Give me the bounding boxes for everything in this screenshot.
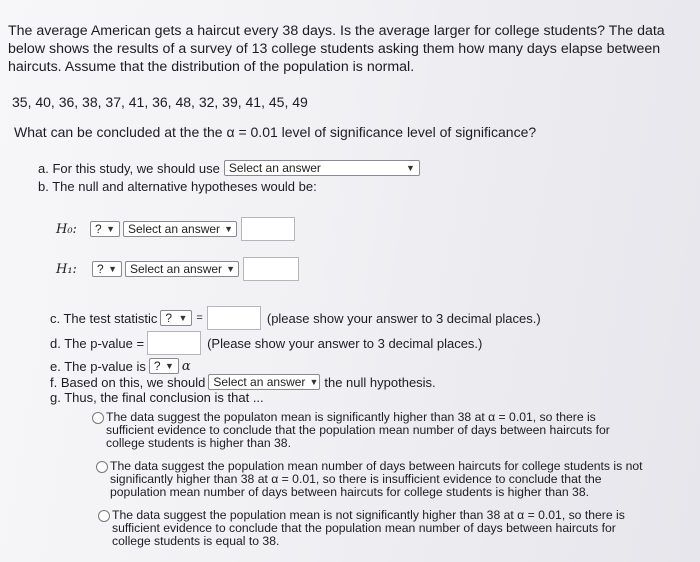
h1-operator-select[interactable]	[92, 261, 122, 277]
h0-operator-select[interactable]	[90, 221, 120, 237]
part-b	[38, 179, 317, 194]
h0-row	[56, 217, 295, 241]
decision-select-value: Select an answer	[213, 375, 306, 389]
part-b-label: b. The null and alternative hypotheses would be:	[38, 179, 317, 194]
part-c-note: (please show your answer to 3 decimal places.)	[266, 310, 541, 326]
p-value-input[interactable]	[147, 331, 201, 355]
h0-symbol: H₀:	[56, 221, 77, 237]
p-value-comparison-value: ?	[153, 359, 161, 373]
h1-parameter-value: Select an answer	[130, 262, 223, 276]
conclusion-option-3-text: The data suggest the population mean is not significantly higher than 38 at α = 0.01, so there is sufficient evidence to conclude that the population mean number of days between haircuts for college students is equal to 38.	[112, 508, 625, 548]
part-c-label: c. The test statistic	[50, 310, 158, 326]
data-values: 35, 40, 36, 38, 37, 41, 36, 48, 32, 39, 41, 45, 49	[12, 94, 308, 110]
question-text: What can be concluded at the the α = 0.01 level of significance level of significance?	[14, 124, 537, 140]
part-a	[38, 160, 420, 176]
chevron-down-icon: ▼	[224, 224, 233, 234]
problem-statement: The average American gets a haircut every 38 days. Is the average larger for college students? The data below shows the results of a survey of 13 college students asking them how many days elapse between haircuts. Assume that the distribution of the population is normal.	[8, 23, 665, 75]
h1-row	[56, 257, 299, 281]
equals-sign: =	[196, 312, 203, 324]
h1-value-input[interactable]	[243, 257, 299, 281]
test-type-select-value: Select an answer	[228, 161, 321, 175]
h1-operator-value: ?	[97, 262, 104, 276]
part-c	[50, 306, 541, 330]
part-d-label: d. The p-value =	[50, 335, 145, 351]
radio-button[interactable]	[96, 461, 108, 473]
test-statistic-input[interactable]	[207, 306, 261, 330]
test-type-select[interactable]	[224, 160, 420, 176]
decision-select[interactable]	[208, 374, 320, 390]
chevron-down-icon: ▼	[309, 377, 319, 387]
h0-operator-value: ?	[95, 222, 102, 236]
h0-parameter-select[interactable]	[123, 221, 237, 237]
chevron-down-icon: ▼	[226, 264, 235, 274]
chevron-down-icon: ▼	[178, 313, 188, 323]
part-e-label: e. The p-value is	[50, 358, 146, 374]
part-d-note: (Please show your answer to 3 decimal places.)	[207, 335, 483, 351]
part-g	[50, 390, 264, 405]
conclusion-option-2-text: The data suggest the population mean number of days between haircuts for college students is not significantly higher than 38 at α = 0.01, so there is insufficient evidence to conclude that the population mean number of days between haircuts for college students is higher than 38.	[110, 459, 643, 499]
h0-value-input[interactable]	[241, 217, 295, 241]
chevron-down-icon: ▼	[405, 163, 415, 173]
alpha-symbol: α	[181, 358, 191, 374]
p-value-comparison-select[interactable]	[149, 358, 179, 374]
part-f-label: f. Based on this, we should	[50, 374, 206, 390]
chevron-down-icon: ▼	[106, 224, 115, 234]
h0-parameter-value: Select an answer	[128, 222, 221, 236]
radio-button[interactable]	[92, 412, 104, 424]
radio-button[interactable]	[98, 510, 110, 522]
part-e	[50, 358, 191, 374]
test-statistic-select-value: ?	[165, 311, 173, 325]
h1-symbol: H₁:	[56, 261, 77, 277]
h1-parameter-select[interactable]	[125, 261, 239, 277]
part-a-label: a. For this study, we should use	[38, 160, 220, 176]
test-statistic-select[interactable]	[160, 310, 192, 326]
part-d	[50, 331, 482, 355]
chevron-down-icon: ▼	[108, 264, 117, 274]
part-g-label: g. Thus, the final conclusion is that ...	[50, 390, 264, 405]
chevron-down-icon: ▼	[164, 361, 174, 371]
part-f-after: the null hypothesis.	[324, 374, 436, 390]
conclusion-option-1-text: The data suggest the populaton mean is significantly higher than 38 at α = 0.01, so there is sufficient evidence to conclude that the population mean number of days between haircuts for college students is higher than 38.	[106, 410, 610, 450]
part-f	[50, 374, 436, 390]
